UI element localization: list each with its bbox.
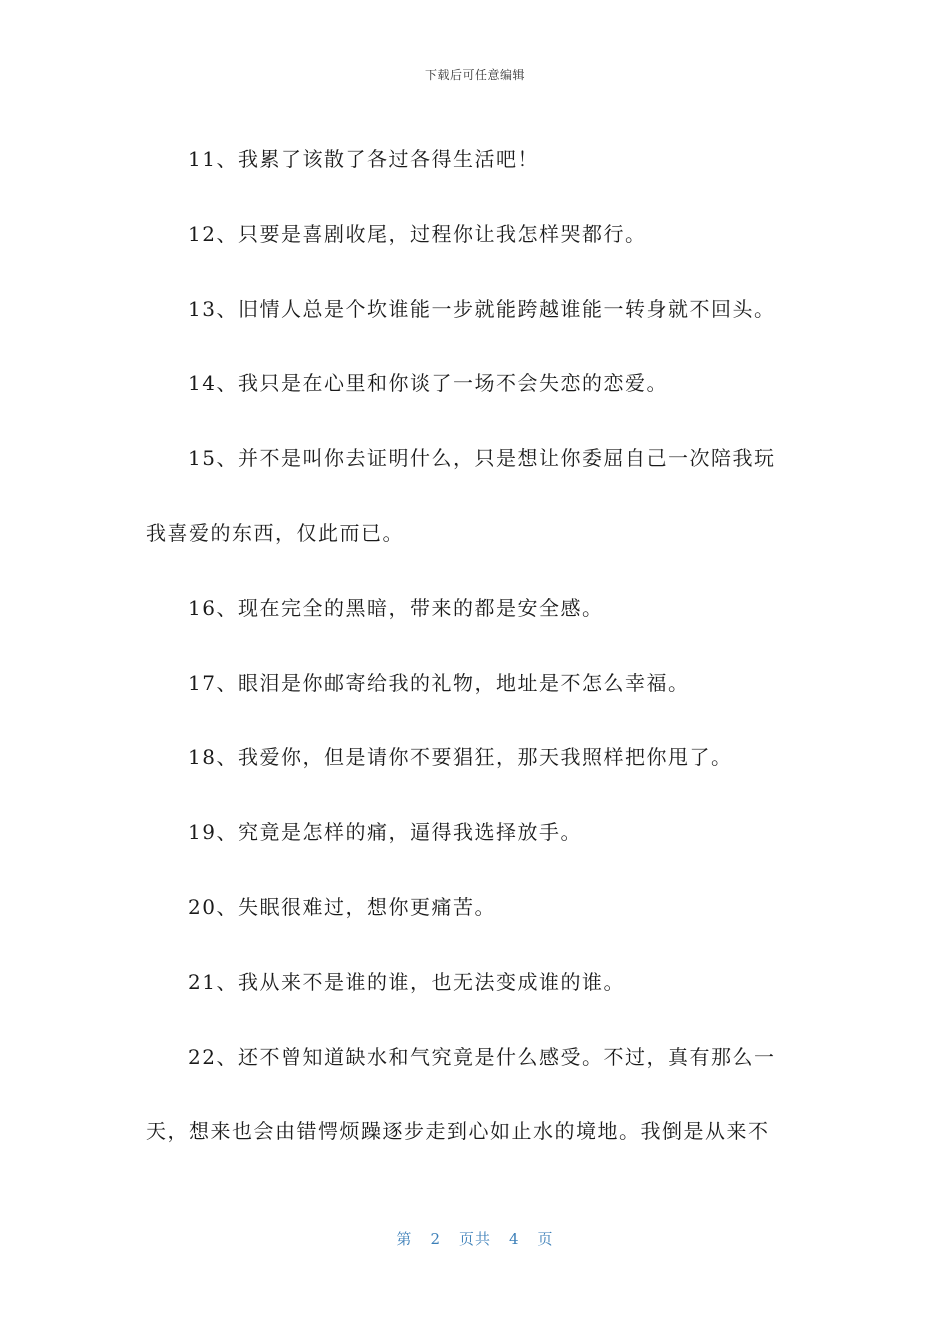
header-text: 下载后可任意编辑 (424, 68, 525, 82)
text-line: 14、我只是在心里和你谈了一场不会失恋的恋爱。 (188, 371, 668, 396)
text-line: 20、失眠很难过，想你更痛苦。 (188, 894, 496, 919)
text-line: 15、并不是叫你去证明什么，只是想让你委屈自己一次陪我玩 (188, 446, 776, 471)
footer-page-number: 2 (430, 1230, 441, 1248)
text-line: 18、我爱你，但是请你不要猖狂，那天我照样把你甩了。 (188, 745, 733, 770)
text-line: 21、我从来不是谁的谁，也无法变成谁的谁。 (188, 969, 625, 994)
footer-suffix: 页 (537, 1230, 554, 1248)
footer-prefix: 第 (396, 1230, 413, 1248)
footer-middle: 页共 (458, 1230, 491, 1248)
text-line: 16、现在完全的黑暗，带来的都是安全感。 (188, 595, 604, 620)
text-line: 17、眼泪是你邮寄给我的礼物，地址是不怎么幸福。 (188, 670, 690, 695)
footer-total-pages: 4 (509, 1230, 520, 1248)
page-header (0, 66, 950, 83)
text-line: 11、我累了该散了各过各得生活吧！ (188, 147, 539, 171)
document-body (146, 122, 796, 1169)
text-line: 13、旧情人总是个坎谁能一步就能跨越谁能一转身就不回头。 (188, 296, 776, 321)
text-line: 22、还不曾知道缺水和气究竟是什么感受。不过，真有那么一 (188, 1044, 776, 1069)
text-line: 12、只要是喜剧收尾，过程你让我怎样哭都行。 (188, 221, 647, 246)
text-line: 天，想来也会由错愕烦躁逐步走到心如止水的境地。我倒是从来不 (146, 1119, 770, 1144)
page-footer (0, 1228, 950, 1249)
text-line: 19、究竟是怎样的痛，逼得我选择放手。 (188, 820, 582, 845)
text-line: 我喜爱的东西，仅此而已。 (146, 520, 404, 545)
